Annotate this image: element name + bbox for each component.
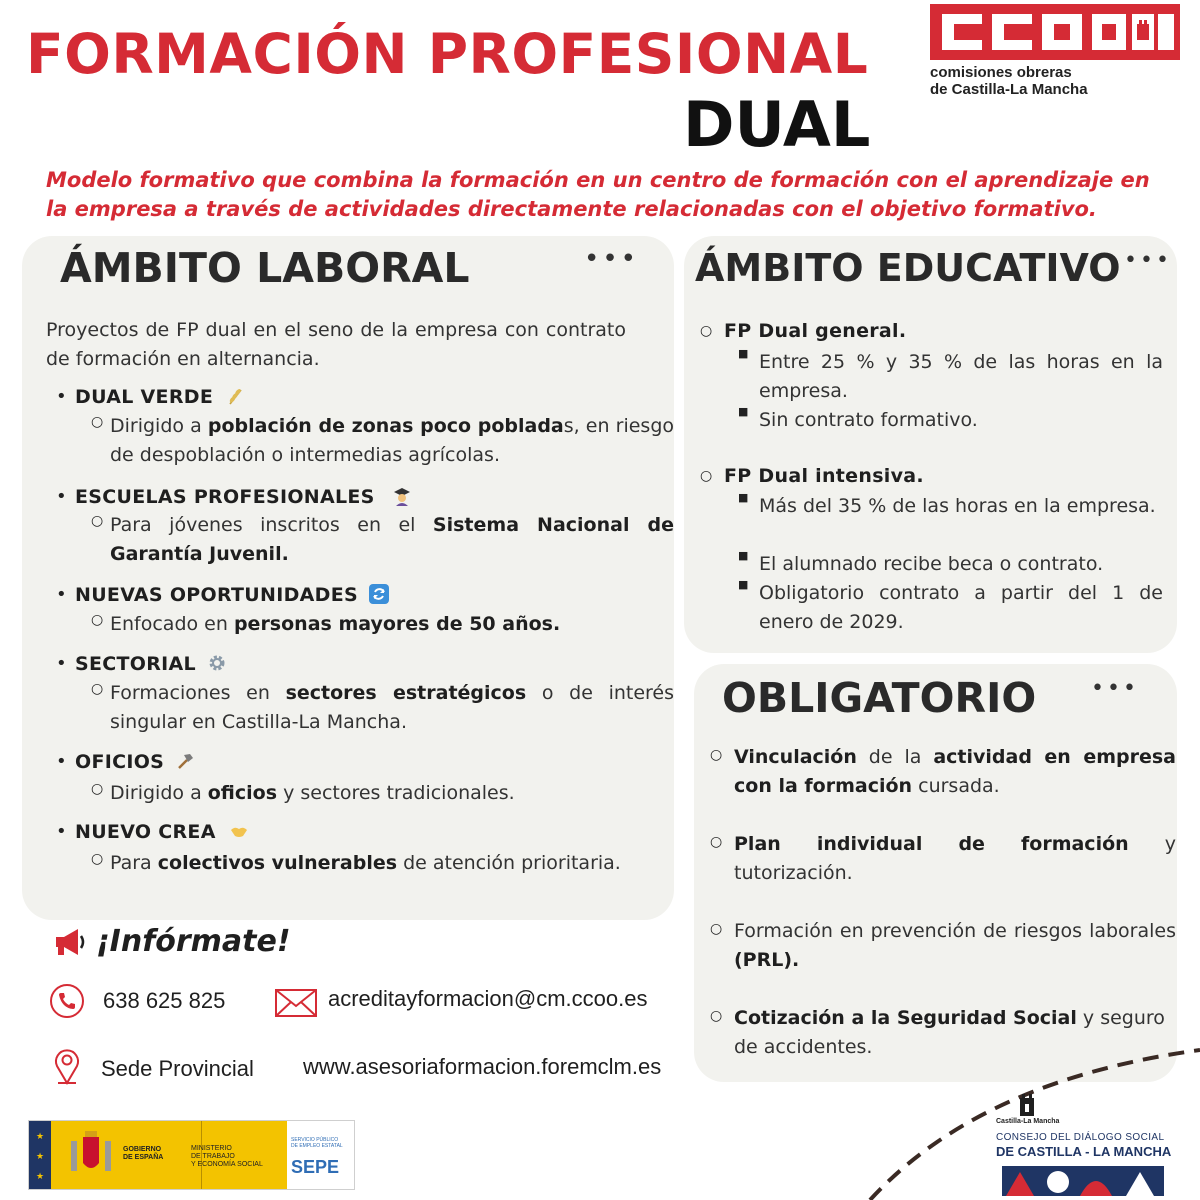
page-subtitle: DUAL — [683, 88, 871, 161]
edu-point: Entre 25 % y 35 % de las horas en la empresa. — [759, 351, 1163, 402]
list-item-desc: Dirigido a población de zonas poco pobladas, en riesgo de despoblación o intermedias agrícolas. — [110, 415, 674, 466]
bullet-icon: • — [56, 821, 67, 842]
logo-caption: comisiones obreras de Castilla-La Mancha — [930, 64, 1088, 98]
location-label[interactable]: Sede Provincial — [101, 1056, 254, 1081]
spain-coat-of-arms-icon — [65, 1129, 115, 1183]
clm-logo-label: Castilla-La Mancha — [996, 1118, 1060, 1125]
circle-bullet-icon: ○ — [91, 612, 104, 628]
council-graphic-band — [996, 1166, 1164, 1196]
list-item-desc: Formaciones en sectores estratégicos o de interés singular en Castilla-La Mancha. — [110, 682, 675, 733]
bullet-icon: • — [56, 486, 67, 507]
ambito-laboral-title: ÁMBITO LABORAL — [60, 244, 470, 292]
bullet-icon: • — [56, 653, 67, 674]
obligatorio-title: OBLIGATORIO — [722, 674, 1037, 722]
list-item-desc: Dirigido a oficios y sectores tradicionales. — [110, 782, 515, 804]
more-dots-icon: ••• — [1091, 676, 1139, 701]
square-bullet-icon: ■ — [738, 347, 749, 360]
government-logos-strip — [28, 1120, 355, 1190]
circle-bullet-icon: ○ — [710, 1008, 723, 1024]
more-dots-icon: ••• — [584, 244, 640, 274]
obligatorio-item: Cotización a la Seguridad Social y seguro de accidentes. — [734, 1007, 1165, 1058]
ambito-educativo-title: ÁMBITO EDUCATIVO — [695, 246, 1121, 290]
edu-point: Sin contrato formativo. — [759, 409, 978, 431]
edu-point: Obligatorio contrato a partir del 1 de enero de 2029. — [759, 582, 1163, 633]
square-bullet-icon: ■ — [738, 491, 749, 504]
website-link[interactable]: www.asesoriaformacion.foremclm.es — [303, 1054, 662, 1079]
edu-group-intensiva: FP Dual intensiva. — [724, 465, 924, 487]
svg-text:★: ★ — [35, 1152, 45, 1162]
email-link[interactable]: acreditayformacion@cm.ccoo.es — [328, 986, 648, 1011]
list-item-desc: Para colectivos vulnerables de atención prioritaria. — [110, 852, 621, 874]
circle-bullet-icon: ○ — [710, 747, 723, 763]
obligatorio-item: Plan individual de formación y tutorización. — [734, 833, 1176, 884]
edu-group-general: FP Dual general. — [724, 320, 907, 342]
graduate-icon — [392, 486, 412, 506]
circle-bullet-icon: ○ — [710, 834, 723, 850]
castilla-la-mancha-emblem-icon — [1014, 1092, 1040, 1120]
informate-heading: ¡Infórmate! — [96, 924, 291, 959]
circle-bullet-icon: ○ — [91, 681, 104, 697]
ambito-laboral-intro: Proyectos de FP dual en el seno de la empresa con contrato de formación en alternancia. — [46, 319, 626, 370]
circle-bullet-icon: ○ — [91, 781, 104, 797]
lead-paragraph: Modelo formativo que combina la formación en un centro de formación con el aprendizaje en la empresa a través de actividades directamente relacionadas con el objetivo formativo. — [46, 168, 1150, 221]
megaphone-icon — [52, 926, 88, 958]
edu-point: Más del 35 % de las horas en la empresa. — [759, 495, 1156, 517]
square-bullet-icon: ■ — [738, 549, 749, 562]
square-bullet-icon: ■ — [738, 405, 749, 418]
obligatorio-item: Vinculación de la actividad en empresa con la formación cursada. — [734, 746, 1176, 797]
list-item-dual-verde: DUAL VERDE — [75, 386, 246, 408]
ccoo-logo — [930, 4, 1180, 60]
svg-text:★: ★ — [35, 1132, 45, 1142]
more-dots-icon: ••• — [1124, 248, 1172, 273]
circle-bullet-icon: ○ — [710, 921, 723, 937]
gear-icon — [207, 653, 227, 673]
obligatorio-item: Formación en prevención de riesgos laborales (PRL). — [734, 920, 1176, 971]
hammer-icon — [175, 751, 195, 771]
edu-point: El alumnado recibe beca o contrato. — [759, 553, 1104, 575]
wheat-icon — [226, 386, 246, 406]
sepe-logo: SEPE — [291, 1157, 340, 1177]
phone-icon — [48, 982, 86, 1020]
list-item-oficios: OFICIOS — [75, 751, 195, 773]
phone-number[interactable]: 638 625 825 — [103, 988, 226, 1013]
circle-bullet-icon: ○ — [700, 323, 713, 339]
mail-icon — [274, 988, 318, 1018]
circle-bullet-icon: ○ — [91, 414, 104, 430]
list-item-nuevo-crea: NUEVO CREA — [75, 821, 249, 843]
svg-text:★: ★ — [35, 1172, 45, 1182]
bullet-icon: • — [56, 386, 67, 407]
circle-bullet-icon: ○ — [91, 851, 104, 867]
refresh-icon — [369, 584, 389, 604]
circle-bullet-icon: ○ — [91, 513, 104, 529]
circle-bullet-icon: ○ — [700, 468, 713, 484]
list-item-desc: Enfocado en personas mayores de 50 años. — [110, 613, 561, 635]
sepe-caption: SERVICIO PÚBLICO DE EMPLEO ESTATAL — [291, 1137, 343, 1149]
bullet-icon: • — [56, 751, 67, 772]
location-pin-icon — [52, 1046, 82, 1086]
handshake-icon — [229, 821, 249, 841]
list-item-escuelas-profesionales: ESCUELAS PROFESIONALES — [75, 486, 412, 508]
list-item-desc: Para jóvenes inscritos en el Sistema Nacional de Garantía Juvenil. — [110, 514, 674, 565]
page-title: FORMACIÓN PROFESIONAL — [26, 22, 869, 86]
list-item-nuevas-oportunidades: NUEVAS OPORTUNIDADES — [75, 584, 389, 606]
eu-stars-icon — [31, 1127, 49, 1185]
council-line2: DE CASTILLA - LA MANCHA — [996, 1144, 1172, 1159]
list-item-sectorial: SECTORIAL — [75, 653, 227, 675]
square-bullet-icon: ■ — [738, 578, 749, 591]
bullet-icon: • — [56, 584, 67, 605]
gobierno-label: GOBIERNO DE ESPAÑA — [123, 1146, 164, 1161]
ministerio-label: MINISTERIO DE TRABAJO Y ECONOMÍA SOCIAL — [191, 1145, 263, 1168]
council-line1: CONSEJO DEL DIÁLOGO SOCIAL — [996, 1132, 1165, 1143]
